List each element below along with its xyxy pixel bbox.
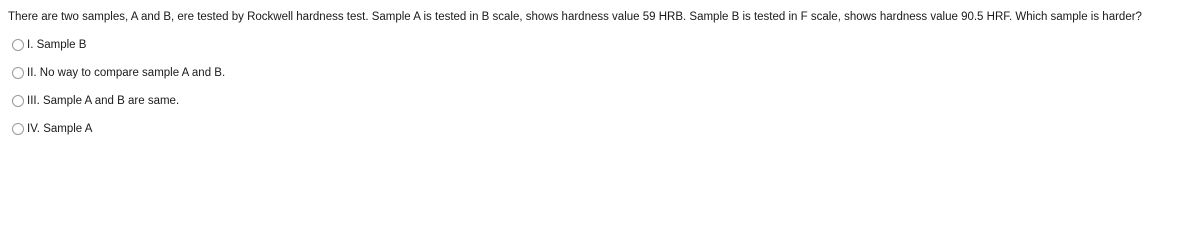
question-text: There are two samples, A and B, ere tested by Rockwell hardness test. Sample A is tested in B scale, shows hardness value 59 HRB. Sample B is tested in F scale, shows hardness value 90.5 HRF. Which sample is harder? (8, 11, 1142, 23)
answer-options (12, 31, 225, 143)
option-4-label: IV. Sample A (27, 123, 93, 135)
radio-button-icon[interactable] (12, 67, 24, 79)
option-4[interactable] (12, 115, 225, 143)
radio-button-icon[interactable] (12, 123, 24, 135)
option-1[interactable] (12, 31, 225, 59)
option-2[interactable] (12, 59, 225, 87)
radio-button-icon[interactable] (12, 95, 24, 107)
option-1-label: I. Sample B (27, 39, 87, 51)
radio-button-icon[interactable] (12, 39, 24, 51)
option-3[interactable] (12, 87, 225, 115)
option-3-label: III. Sample A and B are same. (27, 95, 180, 107)
option-2-label: II. No way to compare sample A and B. (27, 67, 226, 79)
